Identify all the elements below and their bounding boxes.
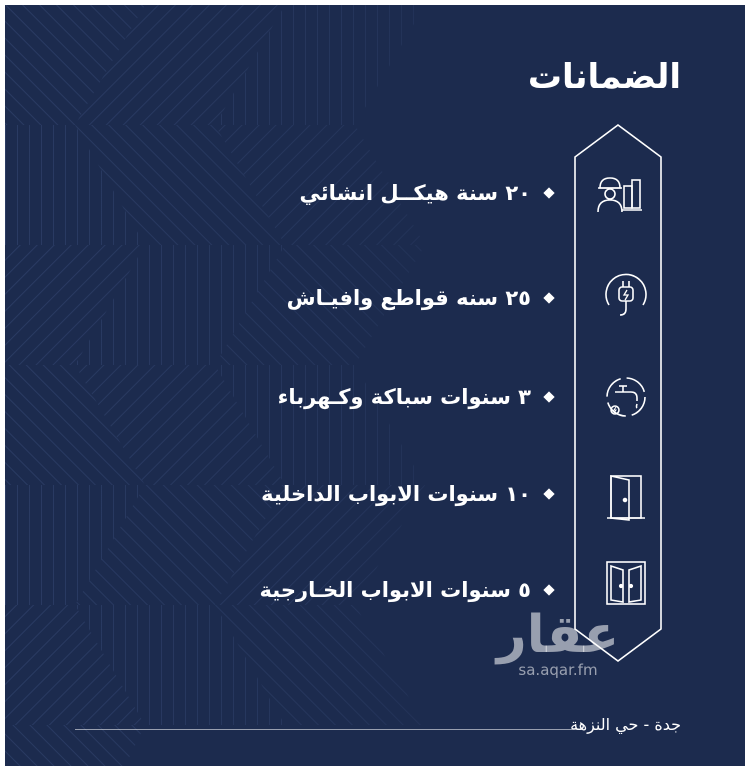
page-title: الضمانات xyxy=(527,57,681,97)
list-item xyxy=(300,171,553,215)
list-item xyxy=(261,472,553,516)
exterior-door-icon xyxy=(599,556,653,610)
bullet-icon xyxy=(543,584,554,595)
footer-location: جدة - حي النزهة xyxy=(570,715,681,734)
watermark xyxy=(493,605,623,679)
item-label: ٢٥ سنه قواطع وافيـاش xyxy=(286,286,531,310)
list-item xyxy=(278,375,553,419)
item-label: ٢٠ سنة هيكــل انشائي xyxy=(299,181,531,205)
faucet-electricity-icon xyxy=(599,370,653,424)
item-label: ١٠ سنوات الابواب الداخلية xyxy=(261,482,531,506)
item-label: ٥ سنوات الابواب الخـارجية xyxy=(259,578,531,602)
bullet-icon xyxy=(543,187,554,198)
list-item xyxy=(287,276,553,320)
bullet-icon xyxy=(543,488,554,499)
warranty-card xyxy=(5,5,745,766)
footer-divider xyxy=(75,729,583,730)
bullet-icon xyxy=(543,292,554,303)
construction-worker-icon xyxy=(592,166,646,220)
item-label: ٣ سنوات سباكة وكـهرباء xyxy=(277,385,531,409)
electric-plug-icon xyxy=(599,269,653,323)
watermark-logo: عقار xyxy=(496,605,620,665)
interior-door-icon xyxy=(599,470,653,524)
bullet-icon xyxy=(543,391,554,402)
watermark-url: sa.aqar.fm xyxy=(518,661,598,679)
